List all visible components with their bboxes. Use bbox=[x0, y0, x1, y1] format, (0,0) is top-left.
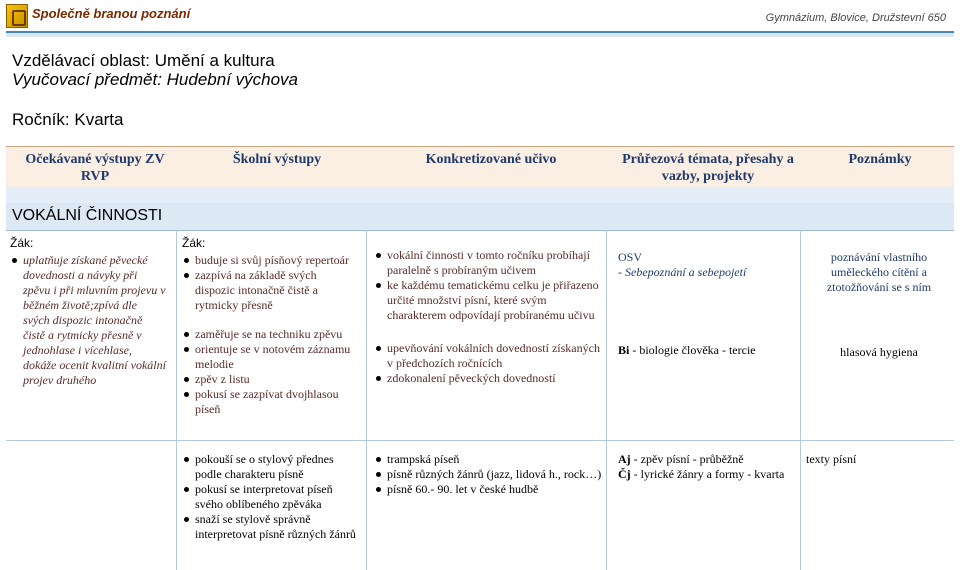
list-item: zaměřuje se na techniku zpěvu bbox=[182, 327, 358, 342]
list-item: zdokonalení pěveckých dovedností bbox=[374, 371, 602, 386]
school-outputs-cell bbox=[182, 236, 358, 417]
list-item: pokusí se zazpívat dvojhlasou píseň bbox=[182, 387, 358, 417]
aj-code: Aj bbox=[618, 452, 631, 466]
list-item: písně různých žánrů (jazz, lidová h., rock…) bbox=[374, 467, 602, 482]
notes-cell-2 bbox=[806, 452, 952, 467]
english-link bbox=[618, 452, 798, 467]
list-item: uplatňuje získané pěvecké dovednosti a návyky při zpěvu i při mluvním projevu v běžném životě;zpívá dle svých dispozic intonačně čistě a rytmicky přesně v jednohlase i vícehlase, dokáže ocenit kvalitní vokální projev druhého bbox=[10, 253, 166, 388]
list-item: buduje si svůj písňový repertoár bbox=[182, 253, 358, 268]
notes-cell bbox=[806, 250, 952, 360]
cj-text: - lyrické žánry a formy - kvarta bbox=[633, 467, 785, 481]
section-row bbox=[6, 203, 954, 231]
osv-code: OSV bbox=[618, 250, 643, 264]
table-header bbox=[6, 146, 954, 188]
spacer-row bbox=[6, 187, 954, 204]
note: texty písní bbox=[806, 452, 857, 466]
list-item: zazpívá na základě svých dispozic intonačně čistě a rytmicky přesně bbox=[182, 268, 358, 313]
czech-link bbox=[618, 467, 798, 482]
list-item: orientuje se v notovém záznamu melodie bbox=[182, 342, 358, 372]
content-cell-2 bbox=[374, 452, 602, 497]
cj-code: Čj bbox=[618, 467, 631, 481]
list-item: ke každému tematickému celku je přiřazeno určité množství písní, které svým charakterem odpovídají probíranému učivu bbox=[374, 278, 602, 323]
biology-link bbox=[618, 343, 796, 358]
content-cell bbox=[374, 248, 602, 386]
list-item: pokouší se o stylový přednes podle charakteru písně bbox=[182, 452, 358, 482]
section-title: VOKÁLNÍ ČINNOSTI bbox=[12, 207, 163, 224]
crosscut-cell bbox=[618, 250, 796, 358]
school-outputs-cell-2 bbox=[182, 452, 358, 542]
aj-text: - zpěv písní - průběžně bbox=[633, 452, 744, 466]
header-band bbox=[6, 33, 954, 37]
column-divider bbox=[800, 230, 801, 570]
row-divider bbox=[6, 440, 954, 441]
column-header-content: Konkretizované učivo bbox=[425, 152, 557, 167]
column-header-school-outputs: Školní výstupy bbox=[232, 152, 322, 167]
list-item: pokusí se interpretovat píseň svého oblíbeného zpěváka bbox=[182, 482, 358, 512]
logo bbox=[6, 4, 216, 30]
column-header-notes: Poznámky bbox=[848, 152, 912, 167]
column-header-crosscut: Průřezová témata, přesahy a vazby, projekty bbox=[622, 152, 794, 184]
crosscut-cell-2 bbox=[618, 452, 798, 482]
education-area-title: Vzdělávací oblast: Umění a kultura bbox=[12, 51, 275, 70]
logo-text: Společně branou poznání bbox=[32, 6, 191, 21]
pupil-label: Žák: bbox=[182, 236, 206, 250]
list-item: vokální činnosti v tomto ročníku probíhají paralelně s probíraným učivem bbox=[374, 248, 602, 278]
column-divider bbox=[606, 230, 607, 570]
osv-text: - Sebepoznání a sebepojetí bbox=[618, 265, 747, 279]
list-item: zpěv z listu bbox=[182, 372, 358, 387]
logo-emblem-icon bbox=[6, 4, 28, 28]
list-item: snaží se stylově správně interpretovat písně různých žánrů bbox=[182, 512, 358, 542]
bi-text: - biologie člověka - tercie bbox=[632, 343, 756, 357]
rvp-cell bbox=[10, 236, 166, 388]
column-divider bbox=[366, 230, 367, 570]
list-item: písně 60.- 90. let v české hudbě bbox=[374, 482, 602, 497]
grade-title: Ročník: Kvarta bbox=[12, 110, 124, 129]
school-name: Gymnázium, Blovice, Družstevní 650 bbox=[765, 12, 946, 24]
bi-code: Bi bbox=[618, 343, 630, 357]
list-item: upevňování vokálních dovedností získaných v předchozích ročnících bbox=[374, 341, 602, 371]
note: poznávání vlastního uměleckého cítění a ztotožňování se s ním bbox=[826, 250, 932, 294]
subject-title: Vyučovací předmět: Hudební výchova bbox=[12, 70, 299, 89]
column-divider bbox=[176, 230, 177, 570]
column-header-rvp: Očekávané výstupy ZV RVP bbox=[25, 152, 165, 184]
note: hlasová hygiena bbox=[840, 345, 918, 359]
pupil-label: Žák: bbox=[10, 236, 34, 250]
list-item: trampská píseň bbox=[374, 452, 602, 467]
